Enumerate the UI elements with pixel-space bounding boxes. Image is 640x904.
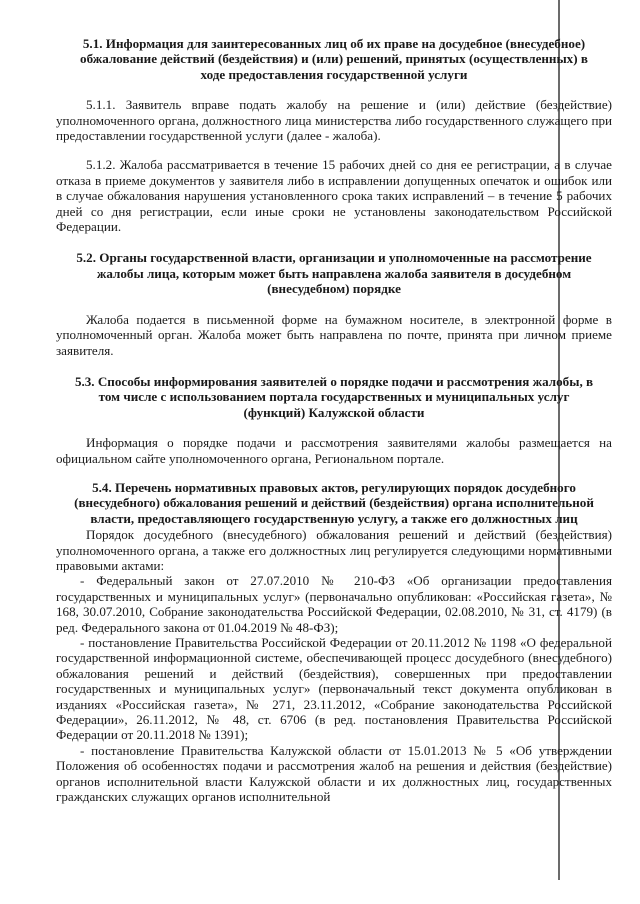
section-5-4-heading: 5.4. Перечень нормативных правовых актов, регулирующих порядок досудебного (внесудебного) обжалования решений и действий (бездействия) органа исполнительной власти, предоставляющего государственную услугу, а также его должностных лиц xyxy=(74,479,594,526)
list-item: - постановление Правительства Калужской области от 15.01.2013 № 5 «Об утверждении Положения об особенностях подачи и рассмотрения жалоб на решения и действия (бездействие) органов исполнительной власти Калужской области и их должностных лиц, государственных гражданских служащих органов исполнительной xyxy=(56,742,612,805)
section-5-3-heading: 5.3. Способы информирования заявителей о порядке подачи и рассмотрения жалобы, в том числе с использованием портала государственных и муниципальных услуг (функций) Калужской области xyxy=(74,373,594,420)
paragraph-5-1-2: 5.1.2. Жалоба рассматривается в течение 15 рабочих дней со дня ее регистрации, а в случае отказа в приеме документов у заявителя либо в исправлении допущенных опечаток и ошибок или в случае обжалования нарушения установленного срока таких исправлений – в течение 5 рабочих дней со дня регистрации, если иные сроки не установлены законодательством Российской Федерации. xyxy=(56,157,612,235)
section-5-2-heading: 5.2. Органы государственной власти, организации и уполномоченные на рассмотрение жалобы лица, которым может быть направлена жалоба заявителя в досудебном (внесудебном) порядке xyxy=(76,250,592,297)
paragraph-5-4: Порядок досудебного (внесудебного) обжалования решений и действий (бездействия) уполномоченного органа, а также его должностных лиц регулируется следующими нормативными правовыми актами: xyxy=(56,527,612,573)
document-body xyxy=(56,36,612,804)
paragraph-5-2: Жалоба подается в письменной форме на бумажном носителе, в электронной форме в уполномоченный орган. Жалоба может быть направлена по почте, принята при личном приеме заявителя. xyxy=(56,311,612,358)
paragraph-5-3: Информация о порядке подачи и рассмотрения заявителями жалобы размещается на официальном сайте уполномоченного органа, Региональном портале. xyxy=(56,435,612,466)
section-5-1-heading: 5.1. Информация для заинтересованных лиц об их праве на досудебное (внесудебное) обжалование действий (бездействия) и (или) решений, принятых (осуществленных) в ходе предоставления государственной услуги xyxy=(80,36,588,82)
paragraph-5-1-1: 5.1.1. Заявитель вправе подать жалобу на решение и (или) действие (бездействие) уполномоченного органа, должностного лица министерства либо государственного служащего при предоставлении государственной услуги (далее - жалоба). xyxy=(56,97,612,144)
list-item: - Федеральный закон от 27.07.2010 № 210-ФЗ «Об организации предоставления государственных и муниципальных услуг» (первоначально опубликован: «Российская газета», № 168, 30.07.2010, Собрание законодательства Российской Федерации, 02.08.2010, № 31, ст. 4179) (в ред. Федерального закона от 01.04.2019 № 48-ФЗ); xyxy=(56,573,612,635)
list-item: - постановление Правительства Российской Федерации от 20.11.2012 № 1198 «О федеральной государственной информационной системе, обеспечивающей процесс досудебного (внесудебного) обжалования решений и действий (бездействия), совершенных при предоставлении государственных и муниципальных услуг» (первоначальный текст документа опубликован в изданиях «Российская газета», № 271, 23.11.2012, «Собрание законодательства Российской Федерации», 26.11.2012, № 48, ст. 6706 (в ред. постановления Правительства Российской Федерации от 20.11.2018 № 1391); xyxy=(56,635,612,743)
